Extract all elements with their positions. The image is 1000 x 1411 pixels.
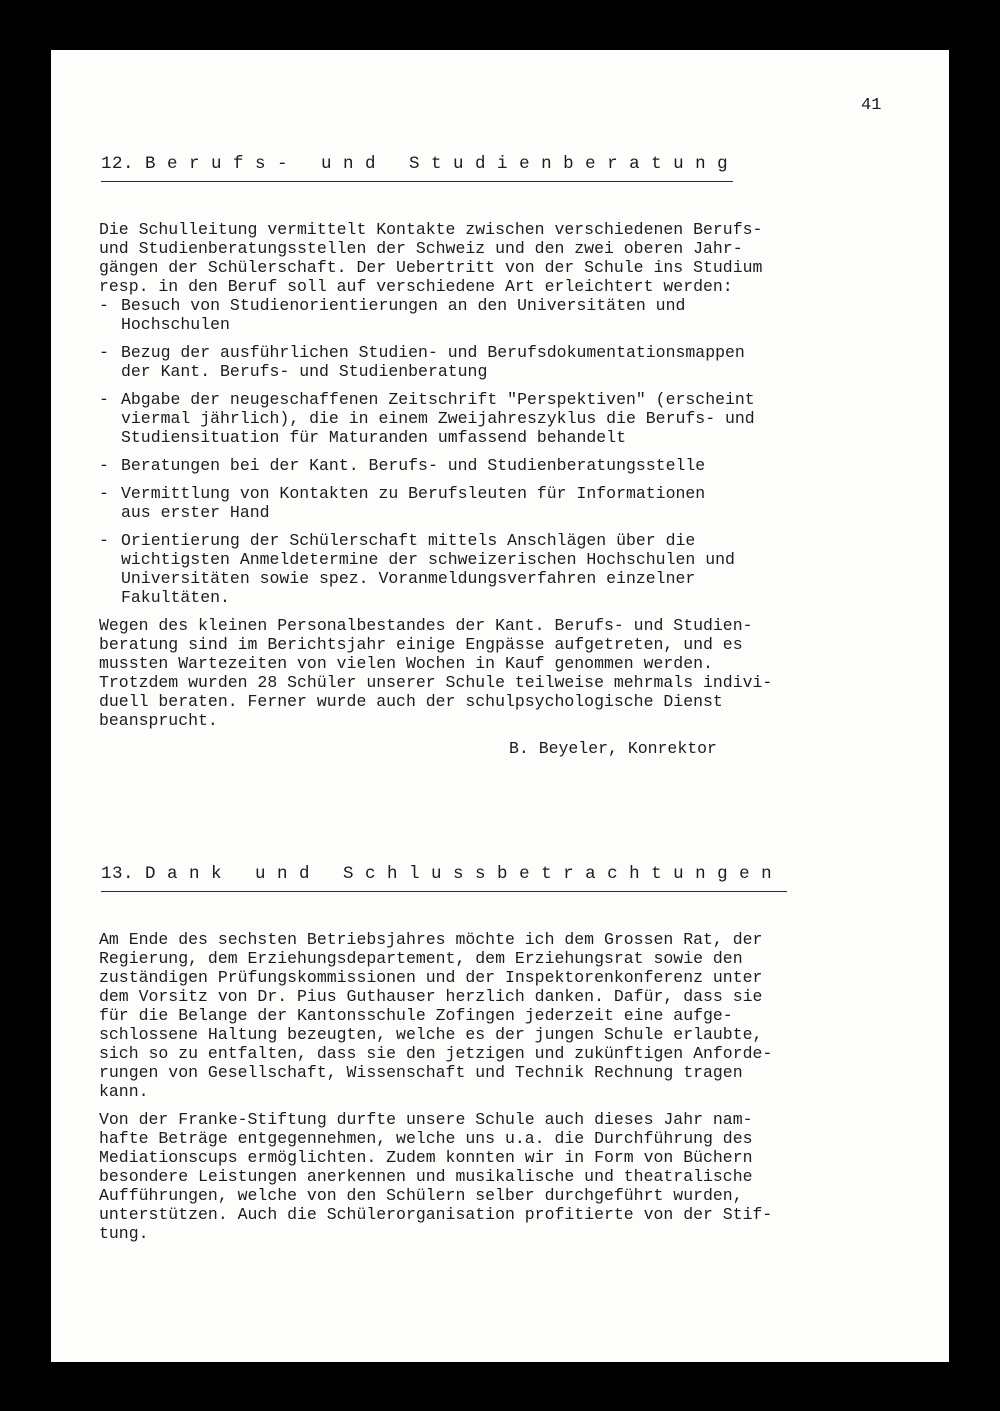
text-line: besondere Leistungen anerkennen und musikalische und theatralische [99, 1167, 753, 1186]
section-13-paragraph-2 [99, 1110, 859, 1243]
document-page [51, 50, 949, 1362]
section-13-paragraph-1 [99, 930, 859, 1101]
list-item [99, 296, 859, 334]
text-line: Fakultäten. [121, 588, 230, 607]
list-item [99, 343, 859, 381]
list-item [99, 390, 859, 447]
text-line: für die Belange der Kantonsschule Zofingen jederzeit eine aufge- [99, 1006, 733, 1025]
text-line: Abgabe der neugeschaffenen Zeitschrift "Perspektiven" (erscheint [121, 390, 755, 409]
text-line: Bezug der ausführlichen Studien- und Berufsdokumentationsmappen [121, 343, 745, 362]
bullet-dash: - [99, 484, 109, 503]
text-line: tung. [99, 1224, 149, 1243]
text-line: Universitäten sowie spez. Voranmeldungsverfahren einzelner [121, 569, 696, 588]
list-item [99, 484, 859, 522]
section-13-heading: 13. D a n k u n d S c h l u s s b e t r a c h t u n g e n [101, 864, 787, 892]
text-line: Orientierung der Schülerschaft mittels Anschlägen über die [121, 531, 696, 550]
text-line: sich so zu entfalten, dass sie den jetzigen und zukünftigen Anforde- [99, 1044, 773, 1063]
text-line: rungen von Gesellschaft, Wissenschaft und Technik Rechnung tragen [99, 1063, 743, 1082]
text-line: Hochschulen [121, 315, 230, 334]
text-line: mussten Wartezeiten von vielen Wochen in Kauf genommen werden. [99, 654, 713, 673]
page-number: 41 [861, 96, 882, 115]
text-line: Regierung, dem Erziehungsdepartement, dem Erziehungsrat sowie den [99, 949, 743, 968]
text-line: hafte Beträge entgegennehmen, welche uns u.a. die Durchführung des [99, 1129, 753, 1148]
text-line: wichtigsten Anmeldetermine der schweizerischen Hochschulen und [121, 550, 735, 569]
text-line: unterstützen. Auch die Schülerorganisation profitierte von der Stif- [99, 1205, 773, 1224]
text-line: zuständigen Prüfungskommissionen und der Inspektorenkonferenz unter [99, 968, 763, 987]
bullet-dash: - [99, 531, 109, 550]
list-item [99, 531, 859, 607]
text-line: Trotzdem wurden 28 Schüler unserer Schule teilweise mehrmals indivi- [99, 673, 773, 692]
text-line: Besuch von Studienorientierungen an den Universitäten und [121, 296, 686, 315]
text-line: Aufführungen, welche von den Schülern selber durchgeführt wurden, [99, 1186, 743, 1205]
section-12-heading: 12. B e r u f s - u n d S t u d i e n b e r a t u n g [101, 154, 733, 182]
text-line: beansprucht. [99, 711, 218, 730]
text-line: dem Vorsitz von Dr. Pius Guthauser herzlich danken. Dafür, dass sie [99, 987, 763, 1006]
text-line: Beratungen bei der Kant. Berufs- und Studienberatungsstelle [121, 456, 706, 475]
text-line: Studiensituation für Maturanden umfassend behandelt [121, 428, 626, 447]
text-line: Mediationscups ermöglichten. Zudem konnten wir in Form von Büchern [99, 1148, 753, 1167]
bullet-dash: - [99, 296, 109, 315]
section-12-closing [99, 616, 859, 730]
text-line: resp. in den Beruf soll auf verschiedene Art erleichtert werden: [99, 277, 733, 296]
text-line: aus erster Hand [121, 503, 270, 522]
text-line: und Studienberatungsstellen der Schweiz und den zwei oberen Jahr- [99, 239, 743, 258]
bullet-dash: - [99, 456, 109, 475]
text-line: Vermittlung von Kontakten zu Berufsleuten für Informationen [121, 484, 706, 503]
section-12-body [99, 220, 859, 758]
text-line: der Kant. Berufs- und Studienberatung [121, 362, 488, 381]
section-12-intro [99, 220, 859, 296]
text-line: Am Ende des sechsten Betriebsjahres möchte ich dem Grossen Rat, der [99, 930, 763, 949]
text-line: schlossene Haltung bezeugten, welche es der jungen Schule erlaubte, [99, 1025, 763, 1044]
bullet-dash: - [99, 343, 109, 362]
text-line: Wegen des kleinen Personalbestandes der Kant. Berufs- und Studien- [99, 616, 753, 635]
text-line: duell beraten. Ferner wurde auch der schulpsychologische Dienst [99, 692, 723, 711]
text-line: Von der Franke-Stiftung durfte unsere Schule auch dieses Jahr nam- [99, 1110, 753, 1129]
text-line: beratung sind im Berichtsjahr einige Engpässe aufgetreten, und es [99, 635, 743, 654]
text-line: viermal jährlich), die in einem Zweijahreszyklus die Berufs- und [121, 409, 755, 428]
list-item [99, 456, 859, 475]
text-line: kann. [99, 1082, 149, 1101]
text-line: Die Schulleitung vermittelt Kontakte zwischen verschiedenen Berufs- [99, 220, 763, 239]
bullet-dash: - [99, 390, 109, 409]
text-line: gängen der Schülerschaft. Der Uebertritt von der Schule ins Studium [99, 258, 763, 277]
signature: B. Beyeler, Konrektor [509, 739, 717, 758]
section-13-body [99, 930, 859, 1243]
